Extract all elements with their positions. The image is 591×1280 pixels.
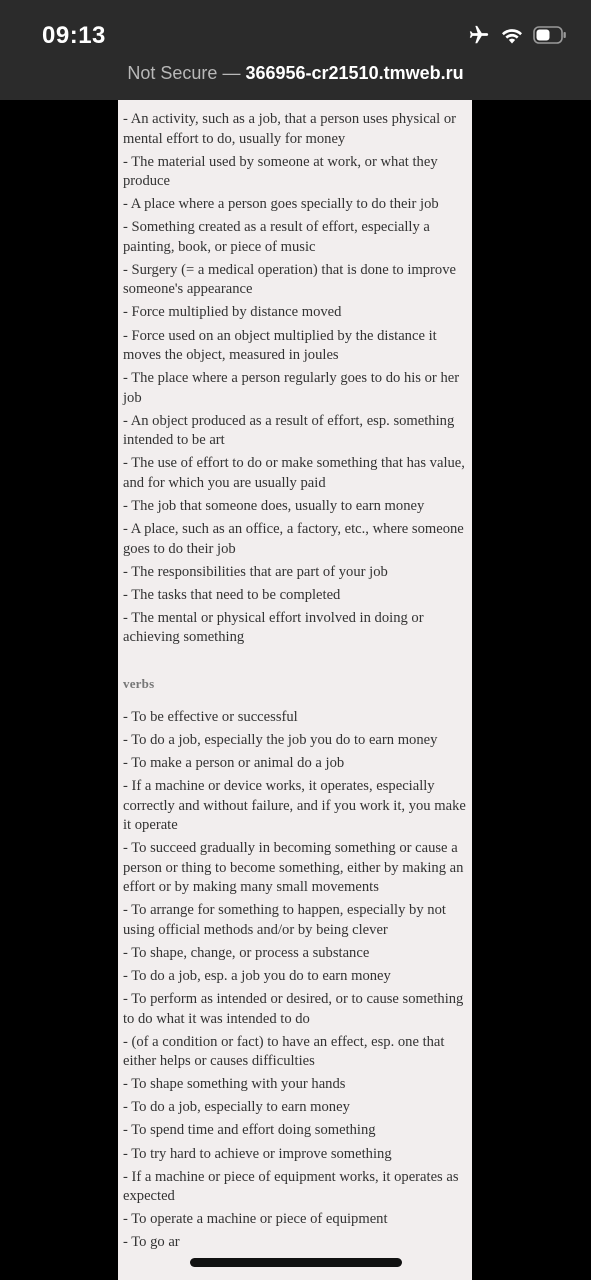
definition-item: - If a machine or device works, it operates, especially correctly and without failure, and if you work it, you make it operate <box>123 778 466 834</box>
definition-item: - If a machine or piece of equipment works, it operates as expected <box>123 1168 459 1205</box>
definitions-content <box>118 100 472 1253</box>
definition-item: - Something created as a result of effort, especially a painting, book, or piece of music <box>123 219 430 255</box>
battery-icon <box>533 25 567 50</box>
definition-item: - Force multiplied by distance moved <box>123 304 342 321</box>
definition-item: - To spend time and effort doing something <box>123 1122 376 1139</box>
web-page[interactable] <box>118 100 472 1280</box>
definition-item: - Force used on an object multiplied by the distance it moves the object, measured in joules <box>123 327 437 364</box>
address-separator: — <box>217 63 246 83</box>
status-bar <box>0 0 591 100</box>
definition-item: - The responsibilities that are part of your job <box>123 563 388 580</box>
noun-definitions-list <box>123 110 466 648</box>
not-secure-label: Not Secure <box>127 63 218 83</box>
definition-item: - To make a person or animal do a job <box>123 755 345 771</box>
definition-item: - To operate a machine or piece of equipment <box>123 1211 388 1228</box>
definition-item: - An activity, such as a job, that a person uses physical or mental effort to do, usually for money <box>123 111 457 147</box>
definition-item: - The tasks that need to be completed <box>123 586 341 603</box>
verb-definitions-list <box>123 708 466 1253</box>
definition-item: - An object produced as a result of effort, esp. something intended to be art <box>123 412 455 449</box>
definition-item: - To do a job, especially the job you do to earn money <box>123 731 438 748</box>
definition-item: - The place where a person regularly goes to do his or her job <box>123 370 460 406</box>
verbs-heading: verbs <box>123 675 155 691</box>
definition-item: - To shape, change, or process a substance <box>123 944 370 961</box>
definition-item: - To do a job, especially to earn money <box>123 1099 350 1116</box>
url-domain: 366956-cr21510.tmweb.ru <box>245 63 464 83</box>
definition-item: - A place where a person goes specially to do their job <box>123 196 439 213</box>
definition-item: - The use of effort to do or make something that has value, and for which you are usually paid <box>123 455 465 491</box>
definition-item: - (of a condition or fact) to have an effect, esp. one that either helps or causes difficulties <box>123 1033 445 1070</box>
clock: 09:13 <box>42 22 106 49</box>
wifi-icon <box>501 26 523 49</box>
airplane-icon <box>467 24 491 51</box>
definition-item: - Surgery (= a medical operation) that is done to improve someone's appearance <box>123 261 456 298</box>
definition-item: - A place, such as an office, a factory, etc., where someone goes to do their job <box>123 521 464 557</box>
definition-item: - To shape something with your hands <box>123 1076 346 1093</box>
definition-item: - To perform as intended or desired, or to cause something to do what it was intended to do <box>123 991 464 1027</box>
definition-item: - To go ar <box>123 1234 180 1251</box>
definition-item: - The material used by someone at work, or what they produce <box>123 153 438 190</box>
definition-item: - To arrange for something to happen, especially by not using official methods and/or by being clever <box>123 902 446 938</box>
status-icons <box>467 24 567 50</box>
address-bar[interactable] <box>0 63 591 84</box>
definition-item: - The job that someone does, usually to earn money <box>123 497 425 514</box>
definition-item: - The mental or physical effort involved in doing or achieving something <box>123 609 424 646</box>
definition-item: - To succeed gradually in becoming something or cause a person or thing to become something, either by making an effort or by making many small movements <box>123 840 464 896</box>
definition-item: - To be effective or successful <box>123 708 298 725</box>
definition-item: - To try hard to achieve or improve something <box>123 1145 392 1162</box>
redaction-bar <box>190 1258 402 1267</box>
definition-item: - To do a job, esp. a job you do to earn money <box>123 967 391 984</box>
